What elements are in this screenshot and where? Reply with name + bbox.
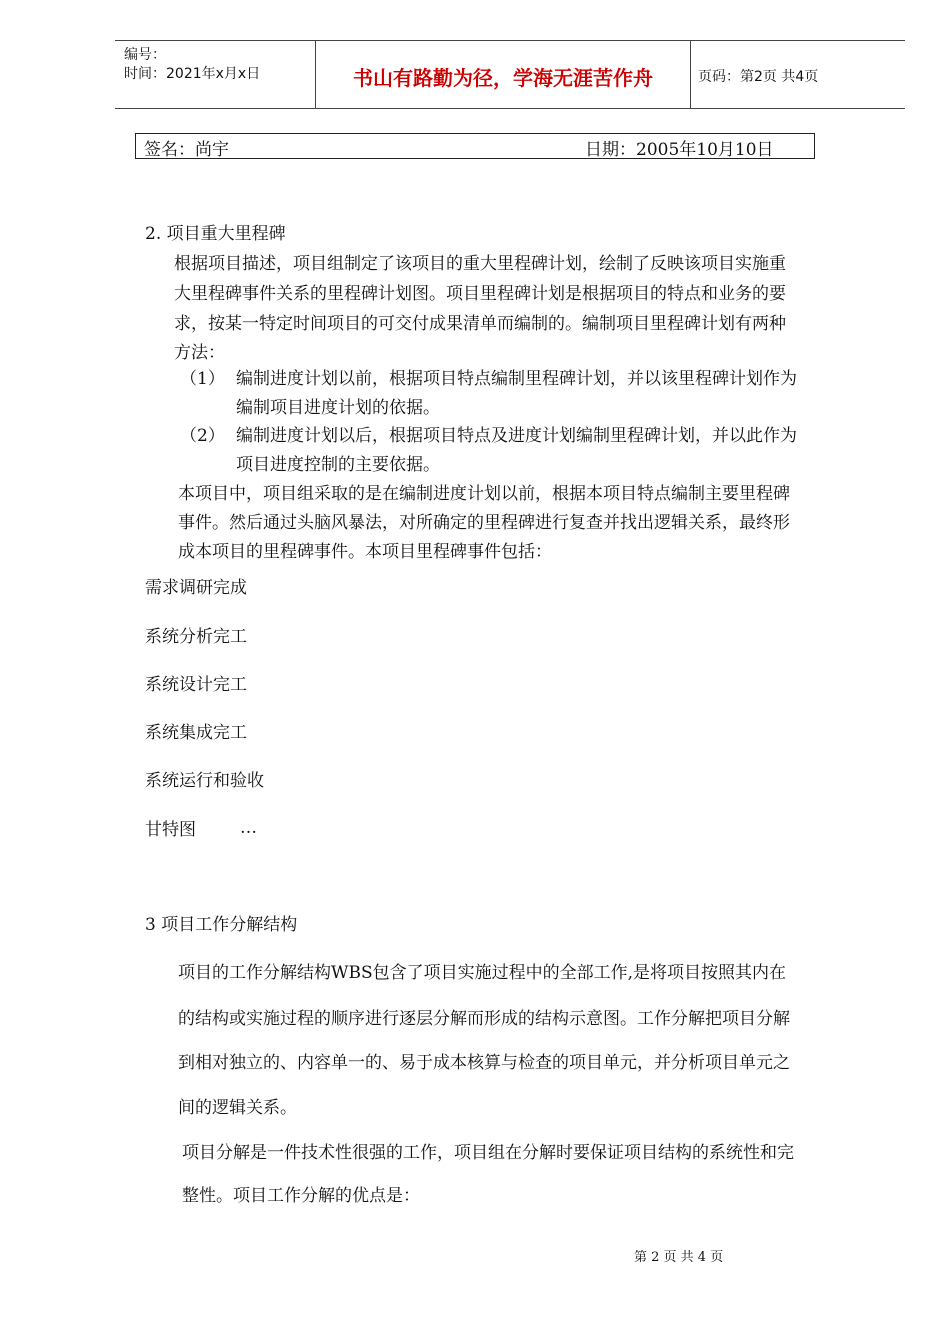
milestone-item: 需求调研完成: [145, 578, 247, 598]
section-3-paragraph-line: 到相对独立的、内容单一的、易于成本核算与检查的项目单元，并分析项目单元之: [178, 1053, 790, 1073]
section-2-paragraph-line: 根据项目描述，项目组制定了该项目的重大里程碑计划，绘制了反映该项目实施重: [174, 254, 786, 274]
section-3-paragraph2-line: 整性。项目工作分解的优点是：: [182, 1186, 420, 1206]
time-label: 时间：2021年x月x日: [124, 66, 261, 82]
section-3-paragraph2-line: 项目分解是一件技术性很强的工作，项目组在分解时要保证项目结构的系统性和完: [182, 1143, 794, 1163]
section-2-paragraph2-line: 事件。然后通过头脑风暴法，对所确定的里程碑进行复查并找出逻辑关系，最终形: [178, 513, 790, 533]
milestone-item: 系统分析完工: [145, 627, 247, 647]
section-2-paragraph-line: 大里程碑事件关系的里程碑计划图。项目里程碑计划是根据项目的特点和业务的要: [174, 284, 786, 304]
method-2-text: 编制进度计划以后，根据项目特点及进度计划编制里程碑计划，并以此作为: [236, 426, 797, 446]
milestone-item: 系统集成完工: [145, 723, 247, 743]
gantt-label: 甘特图: [145, 820, 196, 840]
gantt-ellipsis: …: [240, 818, 257, 838]
motto: 书山有路勤为径，学海无涯苦作舟: [353, 66, 653, 90]
section-2-heading: 2. 项目重大里程碑: [145, 224, 286, 244]
sign-date: 日期：2005年10月10日: [585, 140, 774, 160]
method-2-number: （2）: [180, 426, 225, 446]
section-3-paragraph-line: 的结构或实施过程的顺序进行逐层分解而形成的结构示意图。工作分解把项目分解: [178, 1009, 790, 1029]
section-2-paragraph2-line: 成本项目的里程碑事件。本项目里程碑事件包括：: [178, 542, 552, 562]
page-info: 页码：第2页 共4页: [698, 69, 819, 85]
section-2-paragraph2-line: 本项目中，项目组采取的是在编制进度计划以前，根据本项目特点编制主要里程碑: [178, 484, 790, 504]
signature-box: [135, 133, 815, 159]
page-footer: 第 2 页 共 4 页: [634, 1250, 724, 1265]
method-1-text-cont: 编制项目进度计划的依据。: [236, 398, 440, 418]
section-3-heading: 3 项目工作分解结构: [145, 915, 298, 935]
section-2-paragraph-line: 求，按某一特定时间项目的可交付成果清单而编制的。编制项目里程碑计划有两种: [174, 314, 786, 334]
page-header: [115, 40, 905, 109]
section-3-paragraph-line: 项目的工作分解结构WBS包含了项目实施过程中的全部工作,是将项目按照其内在: [178, 963, 787, 983]
header-page-cell: [690, 41, 905, 108]
serial-label: 编号：: [124, 47, 166, 63]
method-1-number: （1）: [180, 369, 225, 389]
milestone-item: 系统设计完工: [145, 675, 247, 695]
milestone-item: 系统运行和验收: [145, 771, 264, 791]
signature: 签名：尚宇: [144, 140, 229, 160]
header-meta: [115, 41, 315, 108]
header-motto-cell: [315, 41, 691, 108]
section-2-paragraph-line: 方法：: [174, 343, 225, 363]
method-1-text: 编制进度计划以前，根据项目特点编制里程碑计划，并以该里程碑计划作为: [236, 369, 797, 389]
method-2-text-cont: 项目进度控制的主要依据。: [236, 455, 440, 475]
section-3-paragraph-line: 间的逻辑关系。: [178, 1098, 297, 1118]
